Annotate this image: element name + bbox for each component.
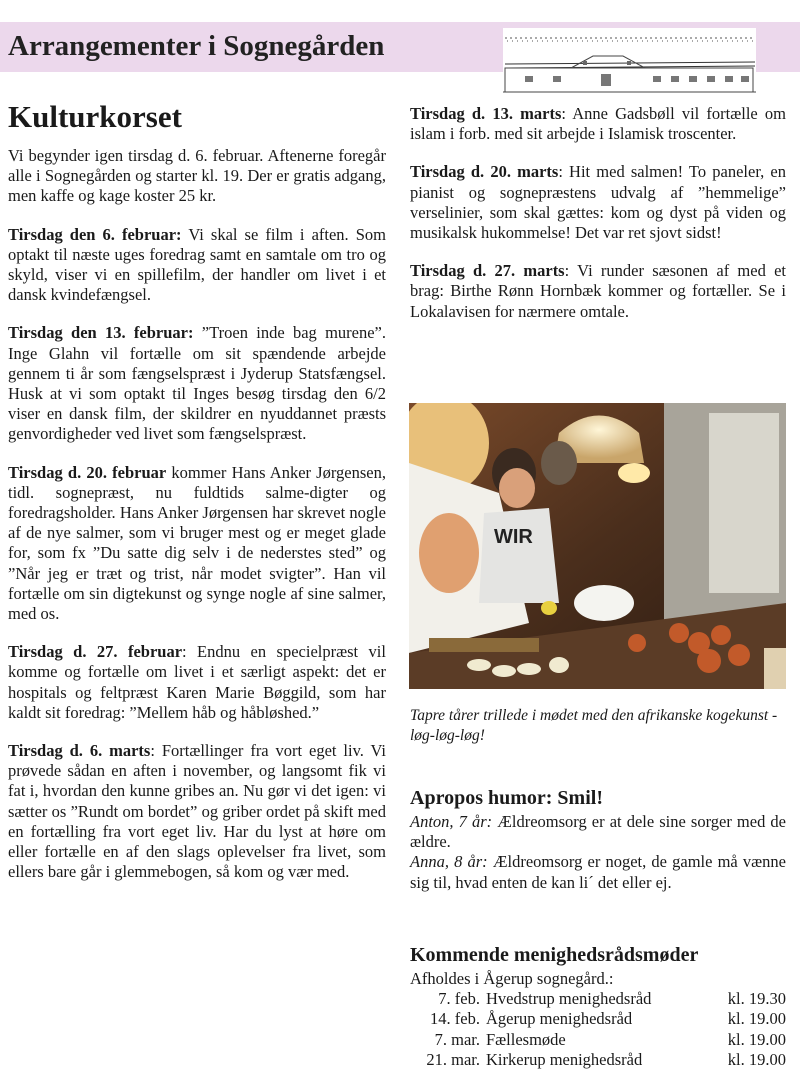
cooking-photo: [409, 403, 786, 689]
quote-text: Ældreomsorg er at dele sine sorger med de ældre.: [410, 812, 786, 852]
entry-text: : Hit med salmen! To paneler, en pianist og sognepræstens udvalg af ”hemmelige” verselinier, som skal gættes: kom og dyst på viden og musikalsk hukommelse! Det var ret sjovt sidst!: [410, 162, 786, 243]
entry-text: ”Troen inde bag murene”. Inge Glahn vil fortælle om sit spændende arbejde gennem ti år som fængselspræst i Jyderup Statsfængsel. Husk at vi som optakt til Inges besøg tirsdag den 6/2 viser en dansk film, der skildrer en nyuddannet præsts genvordigheder ved livet som fængselspræst.: [8, 323, 387, 444]
table-row: [410, 989, 786, 1009]
quote-name: Anton, 7 år:: [410, 812, 493, 831]
right-column: [410, 104, 786, 322]
meeting-date: 7. feb.: [438, 989, 480, 1009]
quote-paragraph: [410, 852, 786, 892]
meeting-date: 14. feb.: [430, 1009, 480, 1029]
entry-text: Vi skal se film i aften. Som optakt til næste uges foredrag samt en samtale om tro og skyld, viser vi en spillefilm, der handler om livet i et dansk kvindefængsel.: [8, 224, 387, 305]
photo-caption: Tapre tårer trillede i mødet med den afrikanske kogekunst - løg-løg-løg!: [410, 707, 778, 744]
entry-text: kommer Hans Anker Jørgensen, tidl. sognepræst, nu fuldtids salme-digter og foredragsholder. Hans Anker Jørgensen har skrevet nogle af de nye salmer, som vi bruger mest og er meget glade for, som fx ”Du satte dig selv i de nederstes sted” og ”Når jeg er træt og trist, når modet svigter”. Han vil fortælle om sin digtekunst og synge nogle af sine salmer, med os.: [8, 462, 386, 624]
table-row: [410, 1009, 786, 1029]
apropos-section: [410, 786, 786, 893]
intro-paragraph: Vi begynder igen tirsdag d. 6. februar. Aftenerne foregår alle i Sognegården og starter kl. 19. Der er gratis adgang, men kaffe og kage koster 25 kr.: [8, 146, 386, 206]
entry-date: Tirsdag d. 6. marts: [8, 741, 151, 761]
meeting-time: kl. 19.00: [727, 1009, 786, 1029]
entry-paragraph: [8, 642, 386, 723]
quote-name: Anna, 8 år:: [410, 852, 488, 872]
building-illustration: [503, 28, 756, 94]
table-row: [410, 1030, 786, 1050]
entry-date: Tirsdag den 6. februar:: [8, 224, 182, 244]
entry-date: Tirsdag den 13. februar:: [8, 323, 194, 343]
entry-text: : Anne Gadsbøll vil fortælle om islam i forb. med sit arbejde i Islamisk troscenter.: [410, 104, 786, 144]
entry-paragraph: [8, 741, 386, 882]
meeting-date: 21. mar.: [426, 1049, 480, 1069]
entry-text: : Vi runder sæsonen af med et brag: Birthe Rønn Hornbæk kommer og fortæller. Se i Lokalavisen for nærmere omtale.: [410, 261, 786, 321]
entry-paragraph: [8, 225, 386, 306]
entry-date: Tirsdag d. 27. februar: [8, 642, 183, 662]
meeting-council: Hvedstrup menighedsråd: [486, 989, 652, 1009]
entry-text: : Endnu en specielpræst vil komme og fortælle om livet i et særligt aspekt: det er hospitals og feltpræst Karen Marie Bøggild, som har kaldt sit foredrag: ”Mellem håb og håbløshed.”: [8, 642, 386, 722]
left-column: [8, 100, 386, 883]
entry-paragraph: [410, 162, 786, 243]
meeting-council: Fællesmøde: [486, 1029, 566, 1049]
entry-date: Tirsdag d. 27. marts: [410, 261, 565, 281]
meetings-subtitle: Afholdes i Ågerup sognegård.:: [410, 969, 614, 988]
table-row: [410, 1050, 786, 1070]
quote-text: Ældreomsorg er noget, de gamle må vænne sig til, hvad enten de kan li´ det eller ej.: [410, 852, 786, 892]
header-title: Arrangementer i Sognegården: [8, 30, 385, 62]
quote-paragraph: [410, 812, 786, 852]
entry-text: : Fortællinger fra vort eget liv. Vi prøvede sådan en aften i november, og langsomt fik vi fat i, hvordan den kunne gribes an. Nu gør vi det igen: vi sætter os ”Rundt om bordet” og griber ordet på skift med en fortælling fra vort eget liv. Har du lyst at høre om eller fortælle en af den slags oplevelser fra livet, som ellers bare går i glemmebogen, så kom og vær med.: [8, 741, 386, 882]
entry-date: Tirsdag d. 20. marts: [410, 162, 559, 182]
meetings-table: [410, 989, 786, 1070]
header-band: [0, 22, 800, 72]
meeting-time: kl. 19.00: [727, 1049, 786, 1069]
svg-text:WIR: WIR: [494, 526, 533, 548]
entry-date: Tirsdag d. 13. marts: [410, 104, 562, 123]
meeting-council: Kirkerup menighedsråd: [486, 1049, 643, 1069]
entry-date: Tirsdag d. 20. februar: [8, 462, 167, 482]
entry-paragraph: [8, 323, 386, 444]
apropos-title: Apropos humor: Smil!: [410, 787, 603, 809]
meeting-time: kl. 19.30: [727, 989, 786, 1009]
meeting-time: kl. 19.00: [727, 1029, 786, 1049]
article-title: Kulturkorset: [8, 99, 182, 134]
entry-paragraph: [410, 261, 786, 322]
meeting-date: 7. mar.: [434, 1029, 480, 1049]
meetings-section: [410, 943, 790, 1070]
meetings-title: Kommende menighedsrådsmøder: [410, 944, 699, 966]
entry-paragraph: [410, 104, 786, 144]
meeting-council: Ågerup menighedsråd: [486, 1009, 633, 1029]
entry-paragraph: [8, 463, 386, 625]
